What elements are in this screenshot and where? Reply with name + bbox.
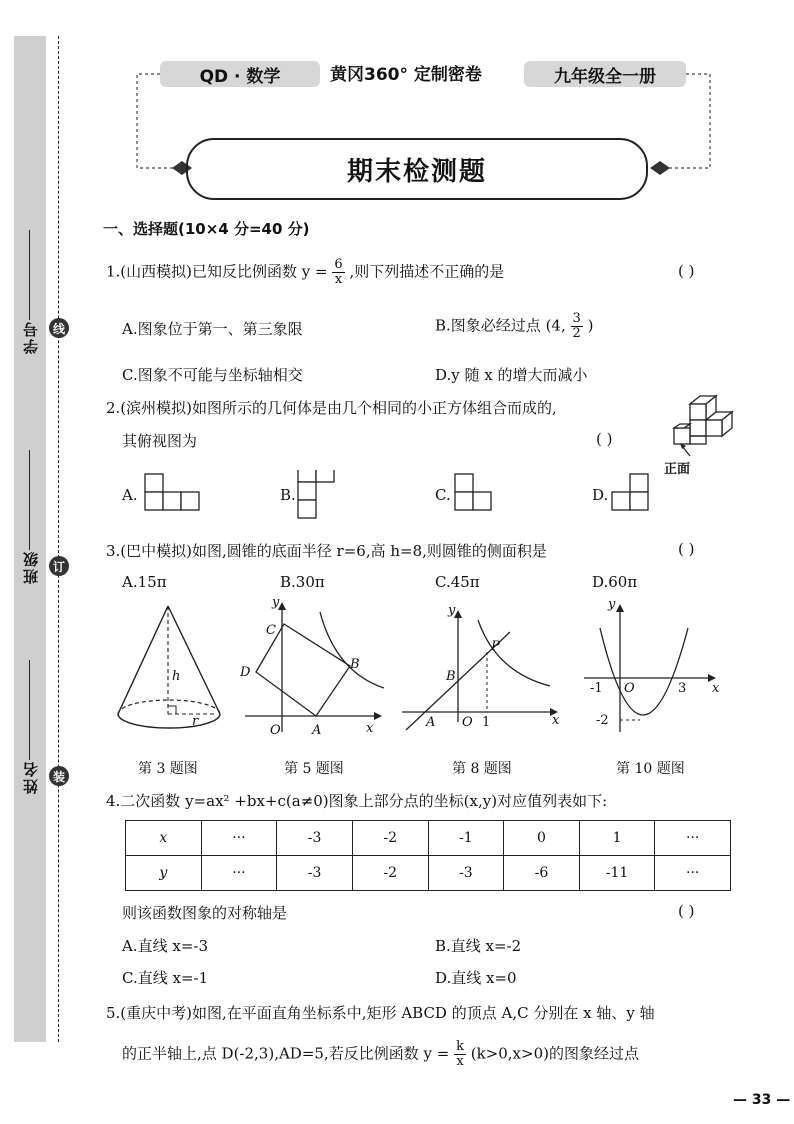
q1-option-d[interactable]: D.y 随 x 的增大而减小 [435, 366, 588, 384]
table-cell: -3 [277, 821, 353, 856]
q2-option-views [140, 470, 660, 526]
table-cell: ··· [655, 821, 731, 856]
fig5-y-label: y [272, 595, 280, 610]
cut-line-marker: 线 [49, 318, 69, 338]
q3-stem: 3.(巴中模拟)如图,圆锥的底面半径 r=6,高 h=8,则圆锥的侧面积是 [106, 542, 547, 560]
table-cell: -2 [352, 856, 428, 891]
q3-option-b[interactable]: B.30π [280, 573, 325, 591]
class-field [14, 450, 46, 584]
q3-option-c[interactable]: C.45π [435, 573, 480, 591]
table-cell: -2 [352, 821, 428, 856]
q4-option-c[interactable]: C.直线 x=-1 [122, 969, 209, 987]
fig10-graph [584, 597, 720, 732]
fig10-x-label: x [712, 681, 720, 696]
class-label: 班级 [21, 550, 40, 584]
fig8-caption: 第 8 题图 [452, 761, 512, 777]
q1-fraction [332, 258, 344, 287]
q1-stem-a: 1.(山西模拟)已知反比例函数 y = [106, 262, 328, 281]
q4-value-table [125, 820, 731, 891]
q5-stem-line2-a: 的正半轴上,点 D(-2,3),AD=5,若反比例函数 y = [122, 1044, 450, 1063]
q4-answer-blank[interactable]: ( ) [678, 902, 695, 920]
q5-fraction [454, 1040, 466, 1069]
q1-option-b-num: 3 [572, 311, 581, 326]
fig5-A-label: A [312, 723, 322, 738]
table-cell: ··· [655, 856, 731, 891]
q3-option-a[interactable]: A.15π [122, 573, 167, 591]
table-cell: 0 [504, 821, 580, 856]
q1-option-c[interactable]: C.图象不可能与坐标轴相交 [122, 366, 303, 384]
table-cell: ··· [201, 821, 277, 856]
q1-stem [106, 258, 504, 287]
fig3-r-label: r [192, 714, 199, 729]
page-title: 期末检测题 [346, 156, 487, 187]
table-cell: x [126, 821, 202, 856]
q2-stem-line2: 其俯视图为 [122, 432, 198, 450]
fig8-B-label: B [446, 669, 456, 684]
table-cell: -3 [277, 856, 353, 891]
fig10-O-label: O [624, 681, 635, 696]
q2-option-c[interactable]: C. [435, 486, 451, 504]
student-id-label: 学号 [21, 320, 40, 354]
fig10-neg2-label: -2 [596, 713, 609, 728]
q2-front-label: 正面 [664, 462, 691, 477]
fig5-graph [239, 595, 384, 738]
fig3-h-label: h [172, 669, 181, 684]
section-heading: 一、选择题(10×4 分=40 分) [103, 220, 310, 238]
class-blank[interactable] [29, 450, 31, 550]
table-cell: -1 [428, 821, 504, 856]
fig5-D-label: D [240, 665, 251, 680]
q1-option-b[interactable] [435, 312, 593, 341]
fig5-O-label: O [270, 723, 281, 738]
page-number: — 33 — [733, 1092, 791, 1108]
table-cell: -11 [579, 856, 655, 891]
q5-stem-line1: 5.(重庆中考)如图,在平面直角坐标系中,矩形 ABCD 的顶点 A,C 分别在 x 轴、y 轴 [106, 1004, 655, 1022]
table-row [126, 821, 731, 856]
table-cell: 1 [579, 821, 655, 856]
fig10-y-label: y [608, 597, 616, 612]
binding-marker: 装 [49, 766, 69, 786]
figures-row [100, 592, 750, 752]
series-name: 黄冈360° 定制密卷 [330, 65, 482, 85]
q3-option-d[interactable]: D.60π [592, 573, 638, 591]
grade-tag: 九年级全一册 [524, 61, 686, 87]
q2-option-a[interactable]: A. [122, 486, 138, 504]
table-cell: -6 [504, 856, 580, 891]
q4-stem: 4.二次函数 y=ax² +bx+c(a≠0)图象上部分点的坐标(x,y)对应值列表如下: [106, 792, 608, 810]
q4-option-b[interactable]: B.直线 x=-2 [435, 937, 522, 955]
fig10-neg1-label: -1 [590, 681, 603, 696]
q1-frac-den: x [334, 272, 343, 287]
q2-stem-line1: 2.(滨州模拟)如图所示的几何体是由几个相同的小正方体组合而成的, [106, 399, 557, 417]
fig8-graph [402, 603, 560, 730]
q3-answer-blank[interactable]: ( ) [678, 540, 695, 558]
table-cell: ··· [201, 856, 277, 891]
name-field [14, 660, 46, 794]
name-blank[interactable] [29, 660, 31, 760]
fig10-caption: 第 10 题图 [616, 761, 685, 777]
staple-order-marker: 订 [49, 556, 69, 576]
q1-option-b-point-close: ) [587, 316, 594, 335]
table-row [126, 856, 731, 891]
q5-stem-line2-b: (k>0,x>0)的图象经过点 [470, 1044, 639, 1063]
q2-answer-blank[interactable]: ( ) [596, 430, 613, 448]
q1-stem-b: ,则下列描述不正确的是 [349, 262, 505, 281]
fig8-y-label: y [448, 603, 456, 618]
fig5-C-label: C [266, 623, 276, 638]
q1-option-b-den: 2 [572, 326, 581, 341]
q5-frac-num: k [456, 1039, 464, 1054]
subject-tag: QD · 数学 [160, 61, 320, 87]
table-cell: y [126, 856, 202, 891]
fig5-x-label: x [366, 721, 374, 736]
fig3-cone [118, 606, 220, 729]
q4-ask: 则该函数图象的对称轴是 [122, 904, 288, 922]
q4-option-d[interactable]: D.直线 x=0 [435, 969, 517, 987]
title-box [186, 138, 648, 200]
q1-option-b-point-open: (4, [545, 316, 566, 335]
q1-frac-num: 6 [334, 257, 343, 272]
student-id-blank[interactable] [29, 230, 31, 320]
q1-answer-blank[interactable]: ( ) [678, 262, 695, 280]
q5-frac-den: x [456, 1054, 464, 1069]
fig5-caption: 第 5 题图 [284, 761, 344, 777]
fig5-B-label: B [350, 657, 360, 672]
name-label: 姓名 [21, 760, 40, 794]
student-id-field [14, 230, 46, 354]
fig8-A-label: A [426, 715, 436, 730]
fig8-O-label: O [462, 715, 473, 730]
q4-option-a[interactable]: A.直线 x=-3 [122, 937, 209, 955]
q1-option-b-fraction [571, 312, 583, 341]
q1-option-b-text: B.图象必经过点 [435, 316, 541, 335]
q2-option-b[interactable]: B. [280, 486, 296, 504]
fig10-three-label: 3 [678, 681, 687, 696]
table-cell: -3 [428, 856, 504, 891]
q1-option-a[interactable]: A.图象位于第一、第三象限 [122, 320, 303, 338]
q5-stem-line2 [122, 1040, 639, 1069]
fig3-caption: 第 3 题图 [138, 761, 198, 777]
fig8-one-label: 1 [482, 715, 491, 730]
fig8-x-label: x [552, 713, 560, 728]
q2-option-d[interactable]: D. [592, 486, 609, 504]
fig8-P-label: P [491, 639, 500, 654]
